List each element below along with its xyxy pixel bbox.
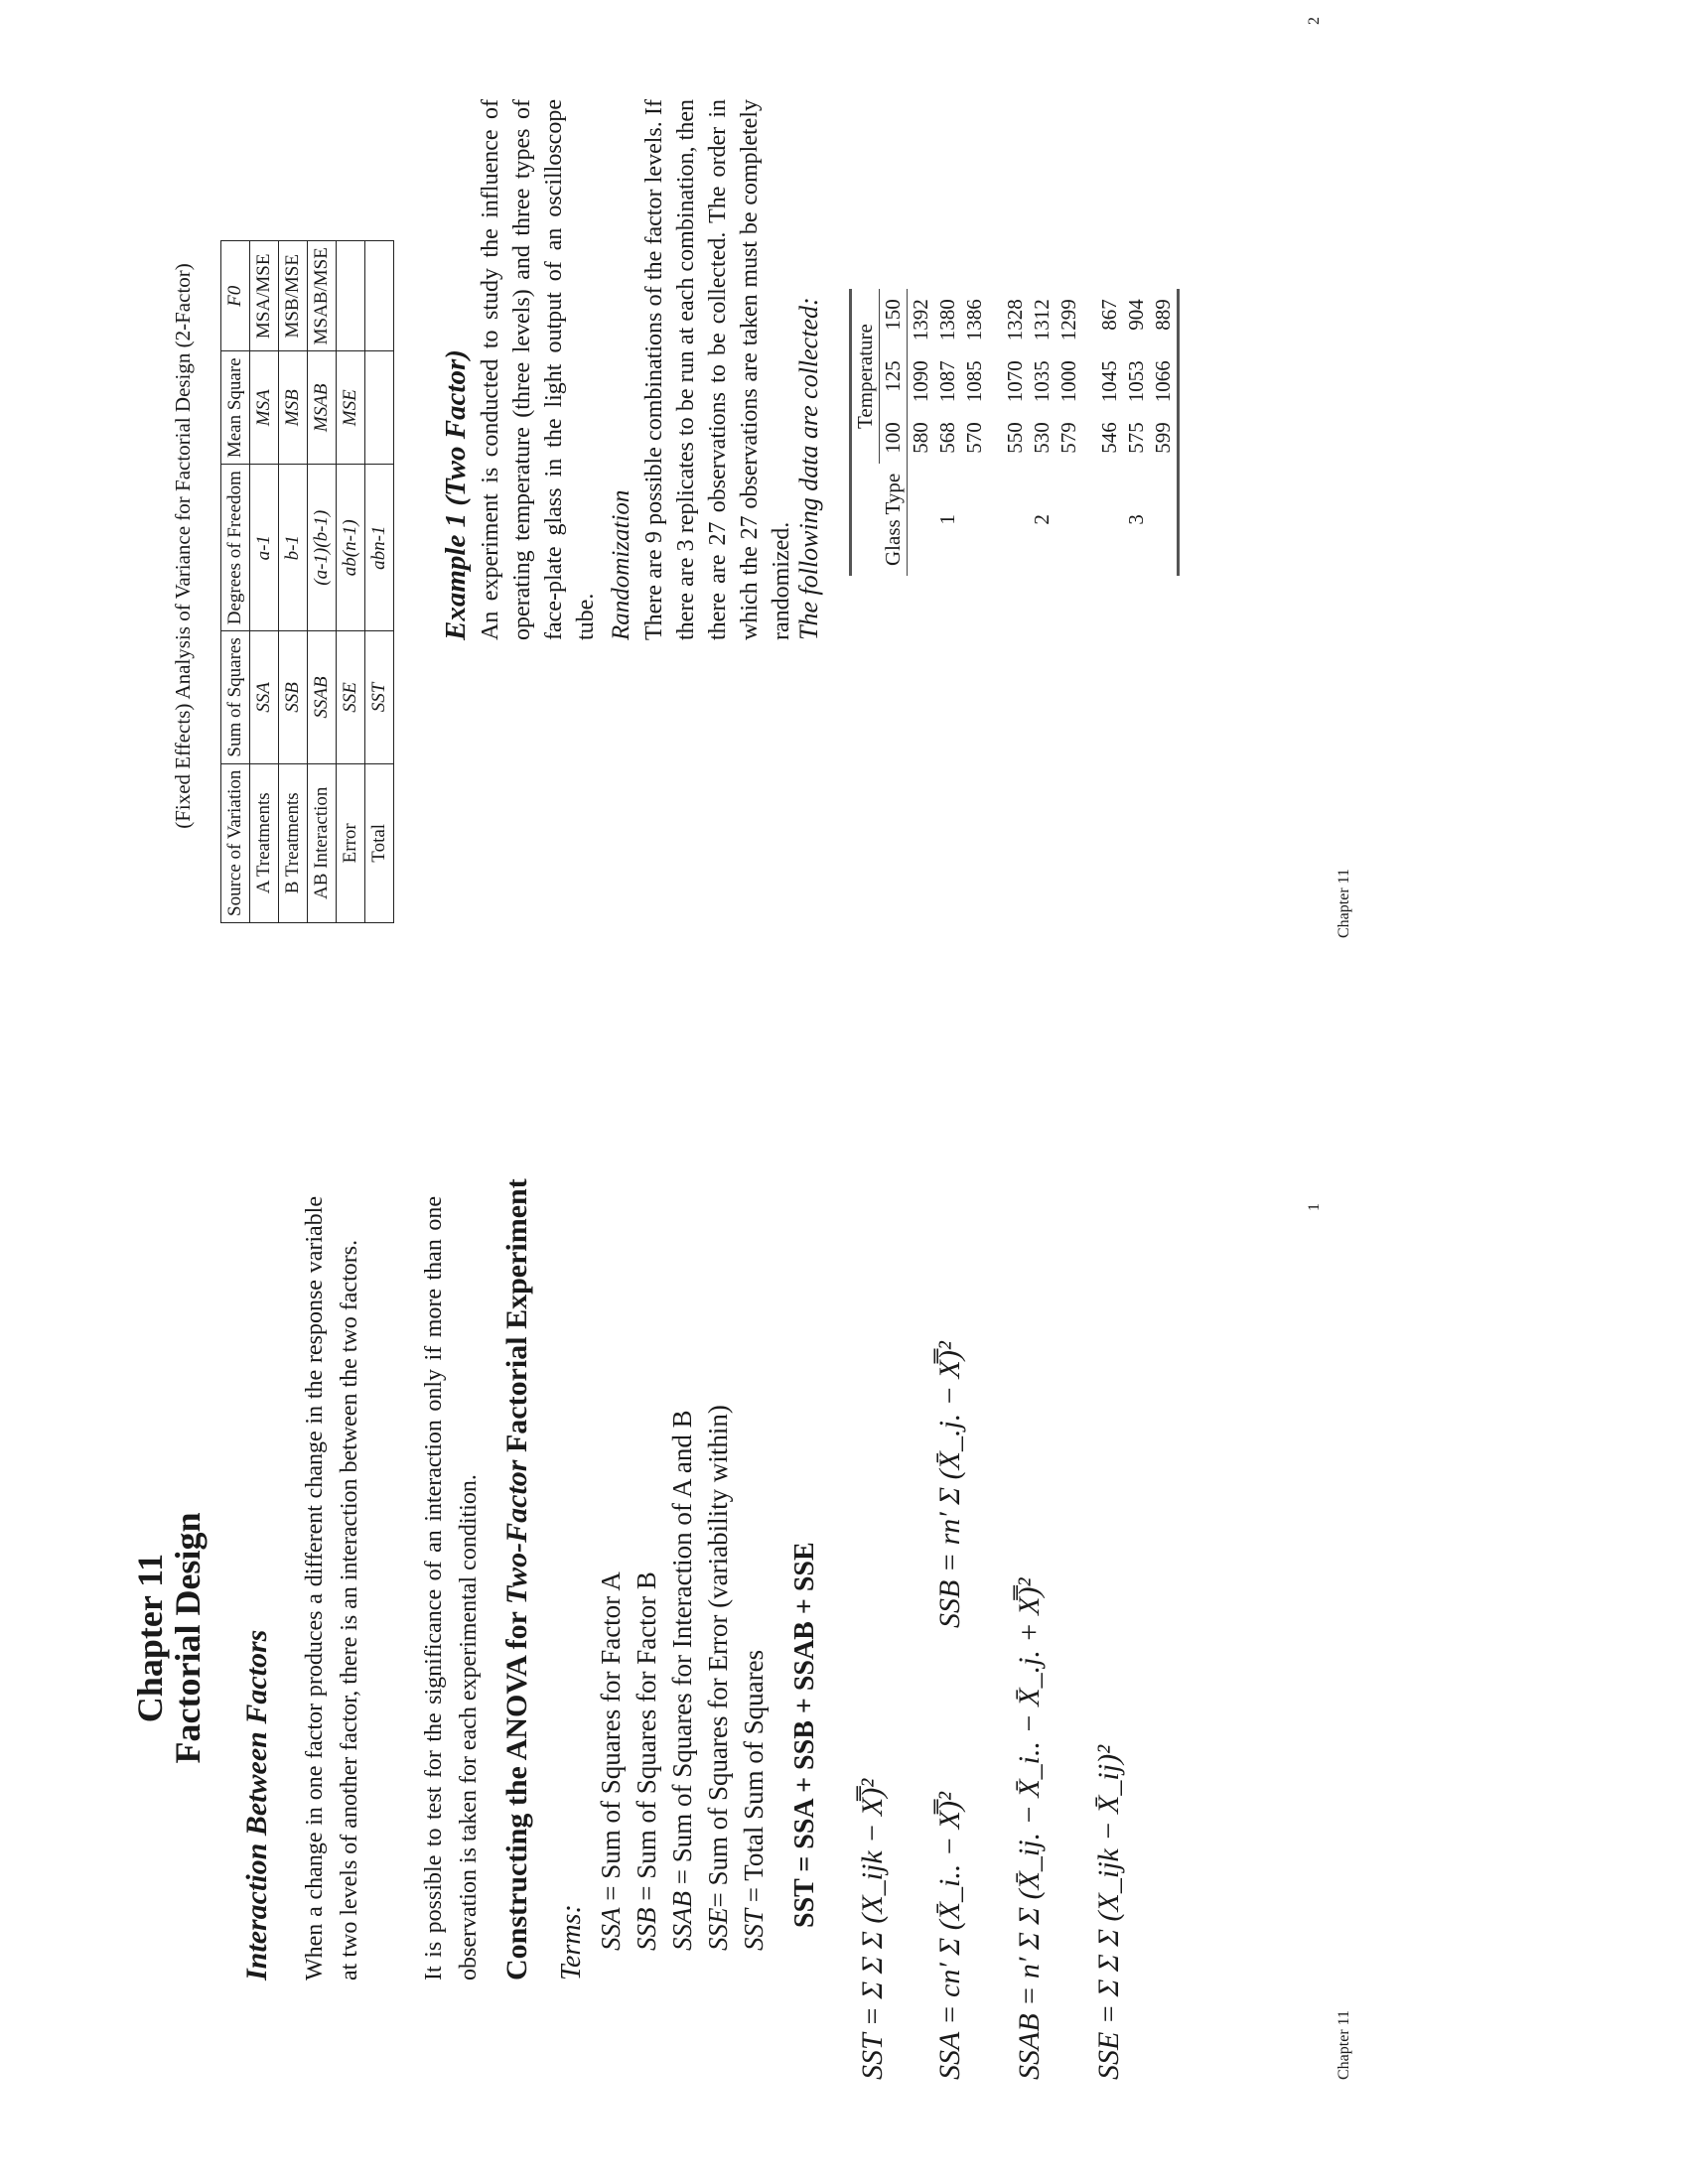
table-cell: 904 [1124, 299, 1148, 331]
footer-chapter: Chapter 11 [1336, 2009, 1352, 2080]
table-cell: 1380 [935, 299, 959, 341]
table-cell: 1328 [1003, 299, 1027, 341]
formula-sst: SST = Σ Σ Σ (X_ijk − X̿)² [856, 1778, 889, 2080]
table-cell: SSAB [308, 631, 337, 763]
glass-type-header: Glass Type [880, 464, 908, 576]
table-cell: 580 [909, 422, 932, 454]
temperature-header: 125 [880, 350, 908, 412]
table-cell: 579 [1056, 422, 1080, 454]
formula-sse: SSE = Σ Σ Σ (X_ijk − X̄_ij)² [1092, 1744, 1125, 2080]
footer-chapter: Chapter 11 [1336, 868, 1352, 938]
table-cell: 599 [1151, 422, 1175, 454]
table-row [1029, 289, 1055, 576]
chapter-subtitle: Factorial Design [168, 1512, 208, 1764]
table-cell: MSB/MSE [279, 241, 308, 351]
table-cell: B Treatments [279, 763, 308, 922]
table-cell: 568 [935, 422, 959, 454]
table-cell: 550 [1003, 422, 1027, 454]
term-sst: SST = Total Sum of Squares [739, 1649, 769, 1951]
table-row [250, 241, 279, 923]
table-cell: 867 [1097, 299, 1121, 331]
table-cell [365, 241, 394, 351]
table-cell: MSE [337, 351, 365, 465]
table-row [934, 289, 961, 576]
table-cell: MSA [250, 351, 279, 465]
table-cell: 1070 [1003, 360, 1027, 403]
table-row [908, 289, 935, 576]
table-row [308, 241, 337, 923]
example-heading: Example 1 (Two Factor) [440, 349, 472, 640]
randomization-paragraph: There are 9 possible combinations of the factor levels. If there are 3 replicates to be run at each combination, then there are 27 observations to be collected. The order in which the 27 observations are taken must be completely randomized. [641, 99, 794, 640]
term-sse: SSE= Sum of Squares for Error (variability within) [703, 1405, 733, 1951]
table-cell: 1035 [1030, 360, 1054, 403]
table-cell: 1066 [1151, 360, 1175, 403]
table-row [279, 241, 308, 923]
paragraph-interaction-definition: When a change in one factor produces a different change in the response variable at two levels of another factor, there is an interaction between the two factors. [302, 1196, 362, 1980]
table-cell: ab(n-1) [337, 465, 365, 631]
terms-label: Terms: [556, 1904, 587, 1980]
footer-page-number: 1 [1306, 1203, 1323, 1211]
header-cell: Source of Variation [221, 763, 250, 922]
spacer-row [988, 289, 1002, 576]
glass-temperature-data-table [849, 289, 1180, 576]
table-cell: MSB [279, 351, 308, 465]
table-cell: 1045 [1097, 360, 1121, 403]
table-row [1150, 289, 1179, 576]
table-cell: SSB [279, 631, 308, 763]
temperature-header: 150 [880, 289, 908, 350]
table-cell: 1392 [909, 299, 932, 341]
table-cell: SSE [337, 631, 365, 763]
table-cell: MSAB/MSE [308, 241, 337, 351]
table-cell: 1090 [909, 360, 932, 403]
section-heading-anova: Constructing the ANOVA for Two-Factor Factorial Experiment [500, 1178, 533, 1980]
table-cell: Total [365, 763, 394, 922]
paragraph-interaction-test: It is possible to test for the significance of an interaction only if more than one observation is taken for each experimental condition. [421, 1196, 482, 1980]
table-row [1096, 289, 1123, 576]
table-cell: 575 [1124, 422, 1148, 454]
section-heading-interaction: Interaction Between Factors [240, 1629, 273, 1980]
table-cell: b-1 [279, 465, 308, 631]
table-cell: 1299 [1056, 299, 1080, 341]
term-ssa: SSA = Sum of Squares for Factor A [596, 1571, 626, 1951]
term-ssab: SSAB = Sum of Squares for Interaction of A and B [667, 1410, 697, 1951]
anova-header-row [221, 241, 250, 923]
table-row [961, 289, 988, 576]
table-cell: AB Interaction [308, 763, 337, 922]
table-row [1055, 289, 1082, 576]
table-cell: 570 [962, 422, 986, 454]
table-cell: 1312 [1030, 299, 1054, 341]
table-row [1123, 289, 1150, 576]
glass-type-label: 1 [935, 514, 959, 525]
table-cell: 546 [1097, 422, 1121, 454]
anova-table-caption: (Fixed Effects) Analysis of Variance for Factorial Design (2-Factor) [171, 263, 195, 829]
table-cell: 1386 [962, 299, 986, 341]
header-cell: Degrees of Freedom [221, 465, 250, 631]
table-cell: 1053 [1124, 360, 1148, 403]
table-row [337, 241, 365, 923]
table-cell: 1000 [1056, 360, 1080, 403]
footer-page-number: 2 [1306, 17, 1323, 25]
table-cell: SST [365, 631, 394, 763]
sst-decomposition-equation: SST = SSA + SSB + SSAB + SSE [789, 1542, 820, 1928]
table-cell: 1087 [935, 360, 959, 403]
page-1 [0, 1092, 1688, 2184]
table-cell: 530 [1030, 422, 1054, 454]
formula-ssb: SSB = rn′ Σ (X̄_.j. − X̿)² [933, 1341, 966, 1628]
table-row [1002, 289, 1029, 576]
table-cell [337, 241, 365, 351]
randomization-heading: Randomization [608, 489, 634, 640]
temperature-group-header: Temperature [851, 289, 880, 464]
table-cell: MSAB [308, 351, 337, 465]
table-cell: SSA [250, 631, 279, 763]
table-cell: abn-1 [365, 465, 394, 631]
data-collected-label: The following data are collected: [794, 297, 823, 640]
table-header-row [880, 289, 908, 576]
header-cell: Mean Square [221, 351, 250, 465]
table-row [851, 289, 880, 576]
spacer-row [1082, 289, 1096, 576]
glass-type-label: 3 [1124, 514, 1148, 525]
anova-table [220, 240, 394, 923]
term-ssb: SSB = Sum of Squares for Factor B [632, 1571, 661, 1951]
chapter-title: Chapter 11 [130, 1553, 170, 1723]
table-cell: a-1 [250, 465, 279, 631]
table-cell: 1085 [962, 360, 986, 403]
table-cell: MSA/MSE [250, 241, 279, 351]
table-cell: 889 [1151, 299, 1175, 331]
example-paragraph: An experiment is conducted to study the influence of operating temperature (three levels) and three types of face-plate glass in the light output of an oscilloscope tube. [478, 99, 599, 640]
glass-type-label: 2 [1030, 514, 1054, 525]
table-cell [365, 351, 394, 465]
formula-ssa: SSA = cn′ Σ (X̄_i.. − X̿)² [933, 1792, 966, 2080]
header-cell: F0 [221, 241, 250, 351]
header-cell: Sum of Squares [221, 631, 250, 763]
table-cell: Error [337, 763, 365, 922]
formula-ssab: SSAB = n′ Σ Σ (X̄_ij. − X̄_i.. − X̄_.j. + X̿)² [1013, 1577, 1046, 2080]
temperature-header: 100 [880, 412, 908, 464]
table-cell: A Treatments [250, 763, 279, 922]
table-cell: (a-1)(b-1) [308, 465, 337, 631]
table-row [365, 241, 394, 923]
